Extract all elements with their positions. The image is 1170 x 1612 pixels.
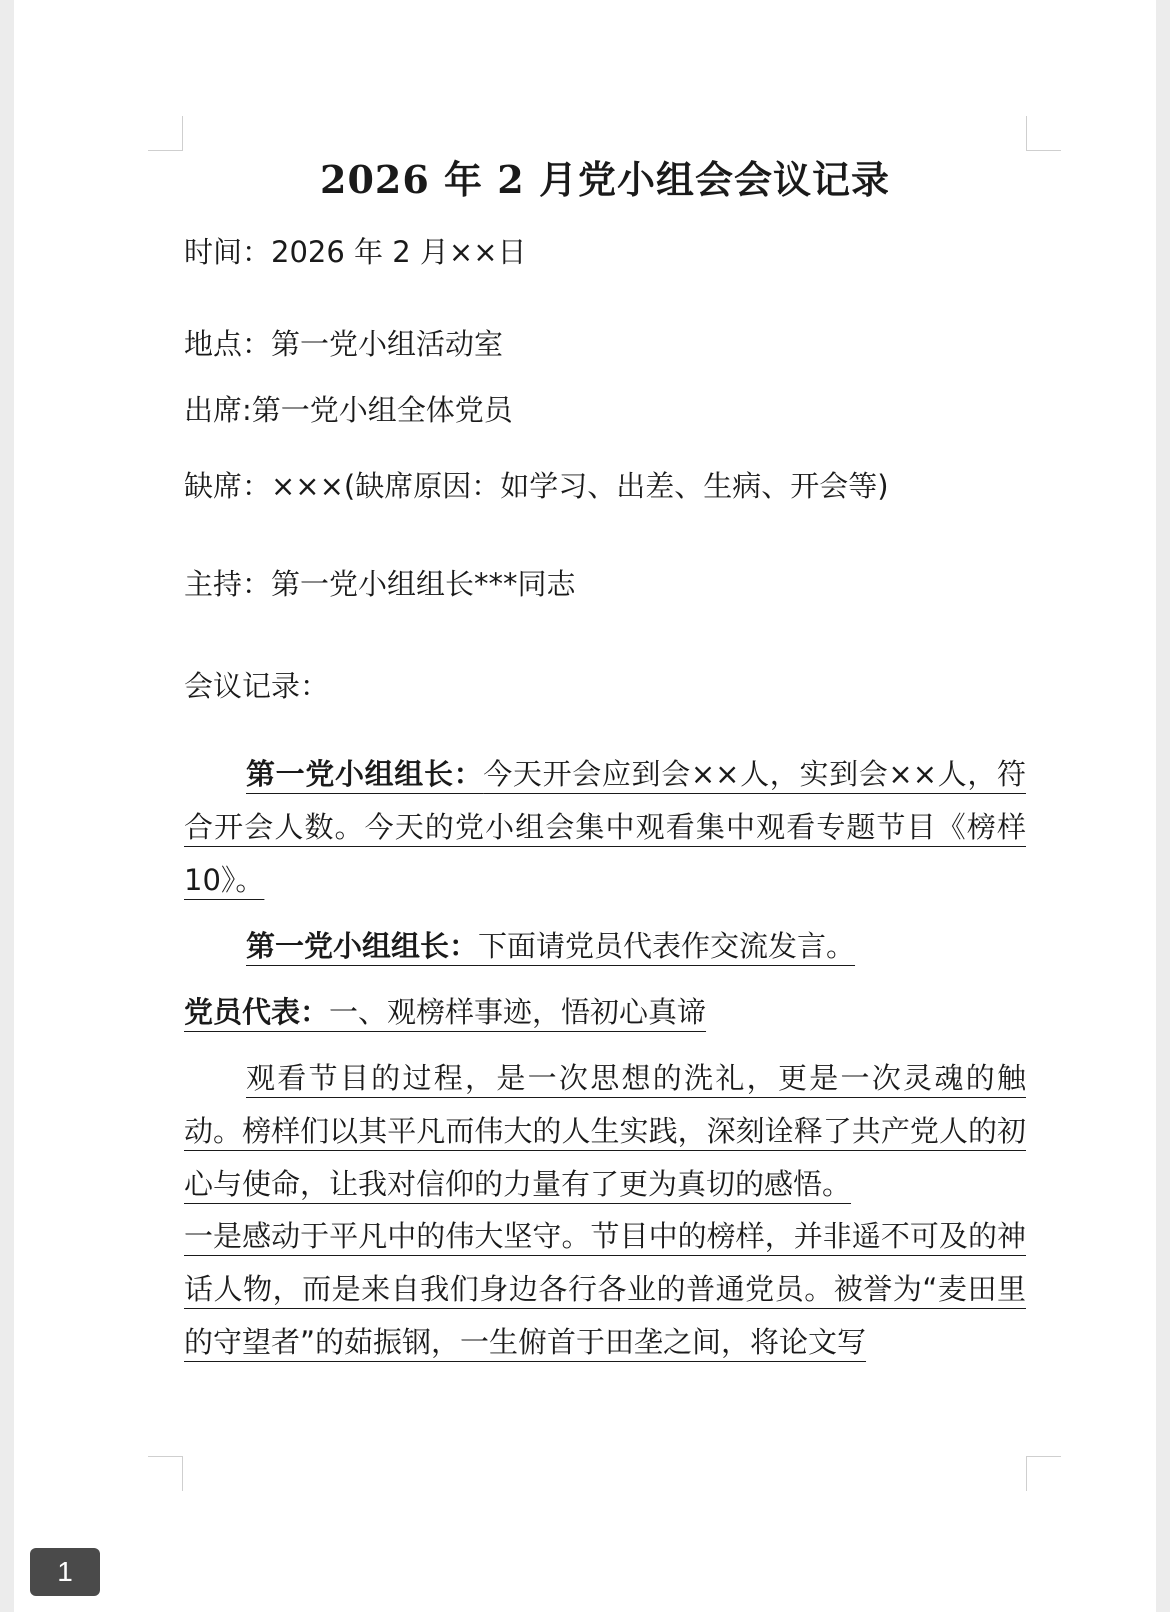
document-title: 2026 年 2 月党小组会会议记录 xyxy=(320,157,890,202)
paragraph-text: 一、观榜样事迹，悟初心真谛 xyxy=(329,995,707,1029)
meeting-time: 时间：2026 年 2 月××日 xyxy=(184,235,527,269)
paragraph-invite xyxy=(184,920,1026,973)
document-page xyxy=(14,0,1156,1612)
speaker-label: 第一党小组组长： xyxy=(246,757,484,791)
paragraph-point-one xyxy=(184,1210,1026,1369)
paragraph-reflection xyxy=(184,1052,1026,1211)
document-body xyxy=(184,150,1026,1359)
paragraph-opening xyxy=(184,748,1026,907)
meeting-absent: 缺席：×××(缺席原因：如学习、出差、生病、开会等) xyxy=(184,469,889,503)
paragraph-representative xyxy=(184,986,1026,1039)
margin-mark-top-left xyxy=(148,116,183,151)
paragraph-text: 一是感动于平凡中的伟大坚守。节目中的榜样，并非遥不可及的神话人物，而是来自我们身边各行各业的普通党员。被誉为“麦田里的守望者”的茹振钢，一生俯首于田垄之间，将论文写 xyxy=(184,1219,1026,1359)
paragraph-text: 观看节目的过程，是一次思想的洗礼，更是一次灵魂的触动。榜样们以其平凡而伟大的人生实践，深刻诠释了共产党人的初心与使命，让我对信仰的力量有了更为真切的感悟。 xyxy=(184,1061,1026,1201)
record-heading: 会议记录： xyxy=(184,669,330,703)
meeting-host: 主持：第一党小组组长***同志 xyxy=(184,567,576,601)
paragraph-text: 今天开会应到会××人，实到会××人，符合开会人数。今天的党小组会集中观看集中观看专题节目《榜样 10》。 xyxy=(184,757,1026,897)
speaker-label: 第一党小组组长： xyxy=(246,929,479,963)
paragraph-text: 下面请党员代表作交流发言。 xyxy=(478,929,856,963)
page-number-badge[interactable]: 1 xyxy=(30,1548,100,1596)
speaker-label: 党员代表： xyxy=(184,995,330,1029)
meeting-location: 地点：第一党小组活动室 xyxy=(184,327,504,361)
meeting-attendance: 出席:第一党小组全体党员 xyxy=(184,393,513,427)
margin-mark-top-right xyxy=(1026,116,1061,151)
margin-mark-bottom-left xyxy=(148,1456,183,1491)
margin-mark-bottom-right xyxy=(1026,1456,1061,1491)
